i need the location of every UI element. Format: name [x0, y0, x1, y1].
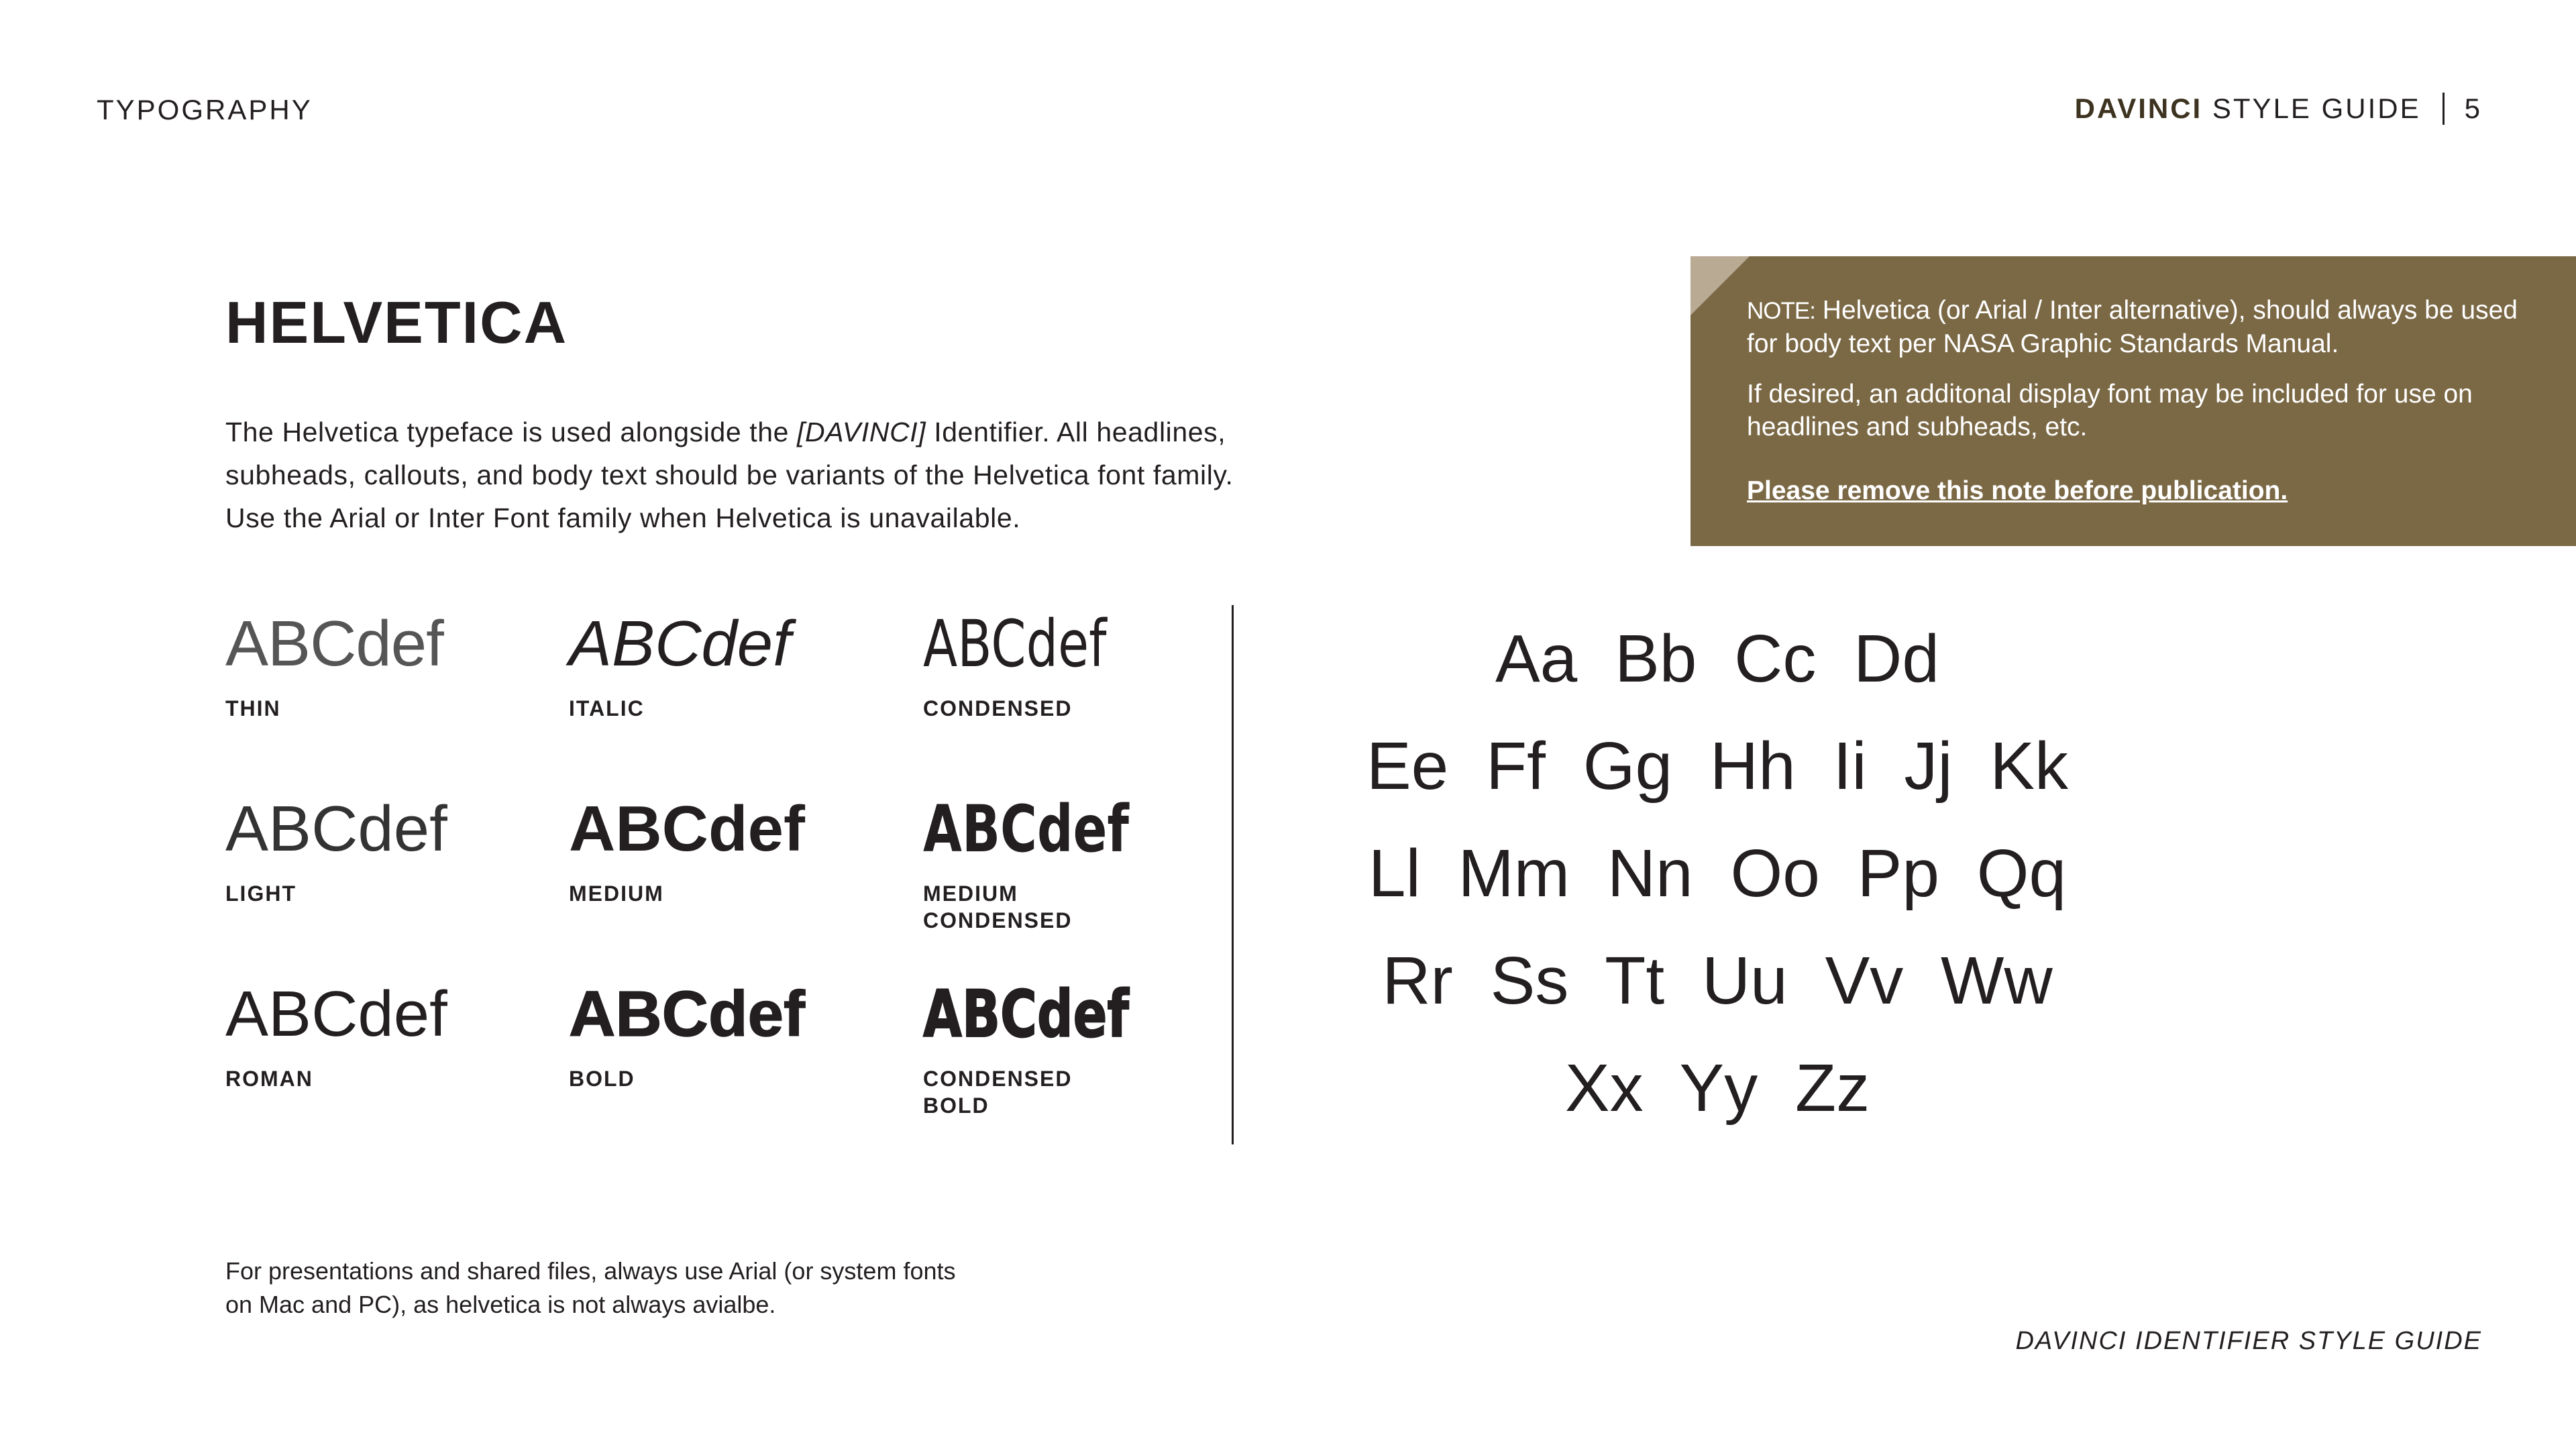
specimen-roman-sample: ABCdef	[225, 978, 447, 1050]
alphabet-row-2: Ee Ff Gg Hh Ii Jj Kk	[1366, 729, 2069, 804]
alphabet-row-3: Ll Mm Nn Oo Pp Qq	[1368, 836, 2067, 911]
specimen-condensed-wrap	[923, 606, 1159, 682]
header-brand	[2075, 93, 2482, 125]
specimen-thin-label: THIN	[225, 696, 281, 720]
specimen-medium-condensed-label-1: MEDIUM	[923, 881, 1018, 906]
specimen-medium-label: MEDIUM	[569, 881, 664, 906]
specimen-light-label: LIGHT	[225, 881, 297, 906]
footnote	[225, 1254, 1097, 1322]
intro-text-1: The Helvetica typeface is used alongside the	[225, 417, 798, 447]
alphabet-row-4: Rr Ss Tt Uu Vv Ww	[1382, 943, 2053, 1018]
specimen-medium-condensed-label	[923, 880, 1187, 934]
footnote-line-1: For presentations and shared files, always use Arial (or system fonts	[225, 1257, 956, 1285]
specimen-medium-condensed-sample: ABCdef	[923, 792, 1129, 867]
specimen-condensed	[923, 606, 1159, 722]
footnote-line-2: on Mac and PC), as helvetica is not always avialbe.	[225, 1291, 776, 1318]
section-label: TYPOGRAPHY	[97, 94, 313, 125]
note-lead: NOTE:	[1747, 298, 1815, 324]
intro-line-3: Use the Arial or Inter Font family when Helvetica is unavailable.	[225, 502, 1021, 533]
specimen-light	[225, 793, 447, 907]
note-paragraph-2: If desired, an additonal display font may be included for use on headlines and subheads, etc.	[1747, 380, 2473, 441]
specimen-bold-sample: ABCdef	[569, 978, 805, 1050]
intro-line-2: subheads, callouts, and body text should be variants of the Helvetica font family.	[225, 460, 1234, 490]
specimen-condensed-bold-sample: ABCdef	[923, 977, 1129, 1052]
specimen-condensed-bold-wrap	[923, 977, 1187, 1052]
specimen-bold-label: BOLD	[569, 1067, 635, 1091]
intro-paragraph	[225, 411, 1393, 539]
footer-title: DAVINCI IDENTIFIER STYLE GUIDE	[2015, 1327, 2482, 1355]
specimen-condensed-bold-label-2: BOLD	[923, 1093, 989, 1118]
specimen-condensed-sample: ABCdef	[923, 606, 1107, 682]
note-corner-fold	[1690, 256, 1750, 315]
note-box	[1690, 256, 2576, 546]
specimen-medium	[569, 793, 805, 907]
specimen-roman-label: ROMAN	[225, 1067, 313, 1091]
note-text-1: Helvetica (or Arial / Inter alternative), should always be used for body text per NASA Graphic Standards Manual.	[1747, 296, 2518, 358]
page-number: 5	[2464, 93, 2482, 124]
note-paragraph-1	[1747, 294, 2552, 360]
page-title: HELVETICA	[225, 289, 568, 356]
brand-name: DAVINCI	[2074, 93, 2203, 124]
intro-identifier: [DAVINCI]	[797, 417, 926, 447]
specimen-bold	[569, 978, 805, 1092]
note-remove-instruction: Please remove this note before publication.	[1747, 476, 2288, 505]
specimen-condensed-label: CONDENSED	[923, 696, 1073, 720]
specimen-condensed-bold-label	[923, 1065, 1187, 1119]
alphabet-row-5: Xx Yy Zz	[1564, 1051, 1870, 1126]
specimen-medium-condensed-wrap	[923, 792, 1187, 867]
specimen-thin-sample: ABCdef	[225, 608, 443, 680]
intro-text-2: Identifier. All headlines,	[926, 417, 1226, 447]
alphabet-row-1: Aa Bb Cc Dd	[1495, 621, 1940, 696]
brand-style-guide: STYLE GUIDE	[2212, 93, 2421, 124]
specimen-medium-condensed-label-2: CONDENSED	[923, 908, 1073, 932]
specimen-italic-sample: ABCdef	[569, 608, 791, 680]
specimen-condensed-bold	[923, 977, 1187, 1119]
specimen-medium-condensed	[923, 792, 1187, 934]
header-divider	[2443, 93, 2445, 125]
specimen-thin	[225, 608, 443, 722]
brand-suffix	[2202, 93, 2212, 125]
specimen-medium-sample: ABCdef	[569, 793, 805, 865]
specimen-light-sample: ABCdef	[225, 793, 447, 865]
specimen-roman	[225, 978, 447, 1092]
vertical-divider	[1232, 605, 1234, 1144]
specimen-italic-label: ITALIC	[569, 696, 645, 720]
specimen-italic	[569, 608, 791, 722]
specimen-condensed-bold-label-1: CONDENSED	[923, 1067, 1073, 1091]
note-content	[1747, 294, 2552, 507]
